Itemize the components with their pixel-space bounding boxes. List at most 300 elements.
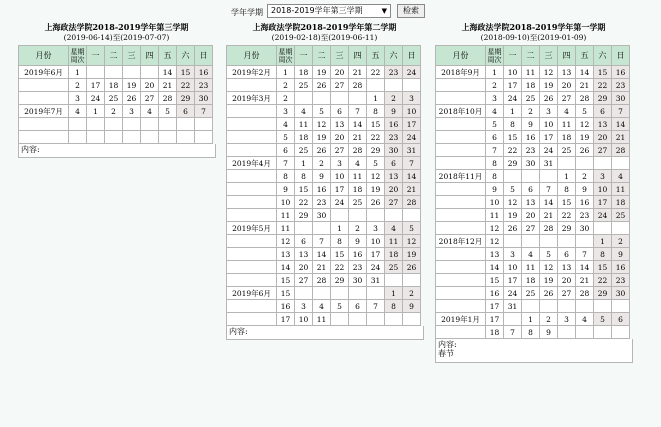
week-number-cell xyxy=(69,118,87,131)
day-cell: 2 xyxy=(576,170,594,183)
day-cell: 5 xyxy=(331,300,349,313)
week-column-header: 星期 周次 xyxy=(278,47,293,64)
day-cell: 7 xyxy=(367,300,385,313)
day-cell xyxy=(141,131,159,144)
day-cell: 19 xyxy=(540,274,558,287)
weekday-header: 二 xyxy=(522,46,540,66)
day-cell: 31 xyxy=(504,300,522,313)
day-cell xyxy=(522,300,540,313)
week-number-cell: 10 xyxy=(486,196,504,209)
week-number-cell: 11 xyxy=(277,222,295,235)
day-cell: 22 xyxy=(331,261,349,274)
table-row xyxy=(436,248,630,261)
table-row xyxy=(436,118,630,131)
day-cell xyxy=(504,170,522,183)
day-cell: 1 xyxy=(367,92,385,105)
day-cell: 21 xyxy=(540,209,558,222)
day-cell: 19 xyxy=(367,183,385,196)
day-cell: 27 xyxy=(331,144,349,157)
day-cell: 22 xyxy=(367,131,385,144)
day-cell: 17 xyxy=(87,79,105,92)
day-cell: 18 xyxy=(349,183,367,196)
table-row xyxy=(227,287,421,300)
weekday-header: 四 xyxy=(558,46,576,66)
table-row xyxy=(227,157,421,170)
table-row xyxy=(227,105,421,118)
weekday-header: 一 xyxy=(87,46,105,66)
week-number-cell: 12 xyxy=(486,222,504,235)
day-cell: 18 xyxy=(105,79,123,92)
day-cell: 28 xyxy=(349,144,367,157)
table-row xyxy=(227,313,421,326)
day-cell: 25 xyxy=(558,144,576,157)
day-cell: 24 xyxy=(504,92,522,105)
month-cell: 2018年10月 xyxy=(436,105,486,118)
day-cell xyxy=(177,131,195,144)
week-number-cell: 9 xyxy=(486,183,504,196)
table-row xyxy=(436,287,630,300)
day-cell: 8 xyxy=(367,105,385,118)
day-cell: 27 xyxy=(331,79,349,92)
month-cell xyxy=(227,274,277,287)
week-column-header: 星期 周次 xyxy=(487,47,502,64)
day-cell: 5 xyxy=(504,183,522,196)
day-cell: 12 xyxy=(540,66,558,79)
day-cell: 9 xyxy=(522,118,540,131)
month-cell xyxy=(227,105,277,118)
day-cell: 20 xyxy=(558,274,576,287)
calendar-header-row xyxy=(19,46,213,66)
day-cell: 26 xyxy=(504,222,522,235)
week-number-cell: 1 xyxy=(277,66,295,79)
day-cell: 17 xyxy=(594,196,612,209)
day-cell: 28 xyxy=(313,274,331,287)
weekday-header: 三 xyxy=(123,46,141,66)
day-cell: 11 xyxy=(295,118,313,131)
day-cell xyxy=(195,131,213,144)
week-number-cell: 4 xyxy=(277,118,295,131)
day-cell xyxy=(367,209,385,222)
week-number-cell: 11 xyxy=(486,209,504,222)
day-cell: 24 xyxy=(367,261,385,274)
day-cell: 22 xyxy=(594,79,612,92)
calendar-header-row xyxy=(436,46,630,66)
week-number-cell: 6 xyxy=(486,131,504,144)
day-cell: 4 xyxy=(295,105,313,118)
day-cell: 16 xyxy=(612,66,630,79)
month-cell: 2018年9月 xyxy=(436,66,486,79)
content-text: 春节 xyxy=(438,349,454,358)
table-row xyxy=(436,196,630,209)
month-cell xyxy=(436,326,486,339)
day-cell xyxy=(403,209,421,222)
term-title: 上海政法学院2018-2019学年第一学期 xyxy=(461,22,606,32)
month-cell xyxy=(227,300,277,313)
day-cell: 10 xyxy=(295,313,313,326)
week-number-cell: 11 xyxy=(277,209,295,222)
table-row xyxy=(227,170,421,183)
day-cell: 7 xyxy=(195,105,213,118)
day-cell: 30 xyxy=(349,274,367,287)
day-cell xyxy=(87,131,105,144)
day-cell: 23 xyxy=(195,79,213,92)
day-cell xyxy=(105,66,123,79)
week-number-cell: 4 xyxy=(69,105,87,118)
day-cell xyxy=(295,92,313,105)
day-cell: 20 xyxy=(331,131,349,144)
day-cell xyxy=(576,235,594,248)
month-cell xyxy=(436,274,486,287)
day-cell xyxy=(594,222,612,235)
day-cell: 3 xyxy=(367,222,385,235)
day-cell xyxy=(313,92,331,105)
day-cell: 28 xyxy=(540,222,558,235)
day-cell: 6 xyxy=(385,157,403,170)
day-cell: 18 xyxy=(522,79,540,92)
day-cell: 8 xyxy=(331,235,349,248)
day-cell: 18 xyxy=(385,248,403,261)
day-cell: 5 xyxy=(403,222,421,235)
day-cell: 25 xyxy=(349,196,367,209)
table-row xyxy=(436,183,630,196)
term-calendar-second xyxy=(226,22,423,340)
day-cell: 7 xyxy=(504,326,522,339)
week-number-cell: 14 xyxy=(277,261,295,274)
calendar-table xyxy=(435,45,630,339)
day-cell: 18 xyxy=(295,131,313,144)
day-cell: 25 xyxy=(522,287,540,300)
weekday-header: 六 xyxy=(594,46,612,66)
week-number-cell: 13 xyxy=(486,248,504,261)
table-row xyxy=(19,118,213,131)
day-cell: 21 xyxy=(349,131,367,144)
day-cell: 28 xyxy=(576,287,594,300)
month-cell xyxy=(227,118,277,131)
day-cell xyxy=(403,79,421,92)
day-cell: 6 xyxy=(331,105,349,118)
day-cell xyxy=(385,209,403,222)
day-cell: 29 xyxy=(594,287,612,300)
day-cell: 15 xyxy=(177,66,195,79)
day-cell: 5 xyxy=(367,157,385,170)
day-cell: 14 xyxy=(576,261,594,274)
day-cell xyxy=(349,92,367,105)
day-cell xyxy=(612,326,630,339)
table-row xyxy=(436,79,630,92)
day-cell xyxy=(313,287,331,300)
day-cell xyxy=(594,326,612,339)
week-number-cell: 17 xyxy=(277,313,295,326)
month-cell xyxy=(436,79,486,92)
day-cell: 8 xyxy=(385,300,403,313)
day-cell xyxy=(141,118,159,131)
day-cell: 29 xyxy=(295,209,313,222)
week-number-cell: 1 xyxy=(486,66,504,79)
week-number-cell: 2 xyxy=(486,79,504,92)
week-number-cell: 5 xyxy=(277,131,295,144)
month-cell: 2018年11月 xyxy=(436,170,486,183)
day-cell: 21 xyxy=(403,183,421,196)
day-cell: 26 xyxy=(123,92,141,105)
month-cell: 2018年12月 xyxy=(436,235,486,248)
table-row xyxy=(227,144,421,157)
month-cell: 2019年7月 xyxy=(19,105,69,118)
day-cell: 1 xyxy=(295,157,313,170)
day-cell: 13 xyxy=(331,118,349,131)
day-cell: 15 xyxy=(594,261,612,274)
day-cell: 19 xyxy=(313,131,331,144)
day-cell: 10 xyxy=(367,235,385,248)
day-cell: 11 xyxy=(612,183,630,196)
day-cell: 15 xyxy=(331,248,349,261)
day-cell: 11 xyxy=(522,66,540,79)
day-cell xyxy=(558,300,576,313)
day-cell xyxy=(612,157,630,170)
day-cell: 2 xyxy=(403,287,421,300)
day-cell xyxy=(522,170,540,183)
week-number-cell: 12 xyxy=(486,235,504,248)
day-cell xyxy=(367,79,385,92)
day-cell: 2 xyxy=(385,92,403,105)
day-cell: 21 xyxy=(349,66,367,79)
weekday-header: 二 xyxy=(105,46,123,66)
day-cell: 13 xyxy=(522,196,540,209)
month-cell xyxy=(436,92,486,105)
week-number-cell: 10 xyxy=(277,196,295,209)
table-row xyxy=(436,170,630,183)
day-cell xyxy=(123,131,141,144)
day-cell: 13 xyxy=(558,66,576,79)
table-row xyxy=(19,131,213,144)
day-cell: 30 xyxy=(195,92,213,105)
day-cell: 28 xyxy=(612,144,630,157)
day-cell: 20 xyxy=(331,66,349,79)
day-cell: 23 xyxy=(349,261,367,274)
term-select[interactable] xyxy=(267,4,391,18)
month-column-header: 月份 xyxy=(436,46,486,66)
day-cell: 8 xyxy=(504,118,522,131)
table-row xyxy=(436,131,630,144)
term-date-range: (2019-06-14)至(2019-07-07) xyxy=(63,33,170,42)
month-cell: 2019年5月 xyxy=(227,222,277,235)
day-cell: 11 xyxy=(385,235,403,248)
day-cell: 25 xyxy=(385,261,403,274)
day-cell xyxy=(558,157,576,170)
table-row xyxy=(436,222,630,235)
day-cell: 22 xyxy=(367,66,385,79)
month-cell xyxy=(436,183,486,196)
day-cell: 17 xyxy=(504,274,522,287)
day-cell: 10 xyxy=(540,118,558,131)
month-cell: 2019年3月 xyxy=(227,92,277,105)
month-cell: 2019年2月 xyxy=(227,66,277,79)
day-cell: 21 xyxy=(313,261,331,274)
day-cell: 7 xyxy=(540,183,558,196)
day-cell: 3 xyxy=(558,313,576,326)
search-button[interactable]: 检索 xyxy=(397,4,425,18)
day-cell xyxy=(576,326,594,339)
day-cell: 14 xyxy=(349,118,367,131)
day-cell: 20 xyxy=(522,209,540,222)
day-cell: 19 xyxy=(403,248,421,261)
term-date-range: (2019-02-18)至(2019-06-11) xyxy=(271,33,378,42)
week-number-cell: 9 xyxy=(277,183,295,196)
day-cell: 3 xyxy=(331,157,349,170)
day-cell: 3 xyxy=(295,300,313,313)
day-cell: 28 xyxy=(576,92,594,105)
term-content-notes xyxy=(435,339,633,363)
day-cell: 5 xyxy=(594,313,612,326)
week-number-cell: 8 xyxy=(486,157,504,170)
day-cell: 15 xyxy=(295,183,313,196)
calendar-table xyxy=(226,45,421,326)
month-cell xyxy=(19,92,69,105)
day-cell xyxy=(177,118,195,131)
week-number-cell: 15 xyxy=(486,274,504,287)
month-cell xyxy=(227,196,277,209)
day-cell: 16 xyxy=(385,118,403,131)
day-cell xyxy=(576,300,594,313)
day-cell: 25 xyxy=(522,92,540,105)
day-cell: 2 xyxy=(522,105,540,118)
term-calendar-first xyxy=(435,22,632,363)
day-cell: 1 xyxy=(385,287,403,300)
day-cell: 29 xyxy=(504,157,522,170)
day-cell: 5 xyxy=(313,105,331,118)
week-number-cell: 3 xyxy=(486,92,504,105)
day-cell xyxy=(540,235,558,248)
month-cell xyxy=(436,287,486,300)
table-row xyxy=(227,118,421,131)
day-cell: 6 xyxy=(594,105,612,118)
day-cell: 14 xyxy=(576,66,594,79)
table-row xyxy=(227,196,421,209)
day-cell xyxy=(594,157,612,170)
table-row xyxy=(227,235,421,248)
day-cell: 6 xyxy=(177,105,195,118)
day-cell xyxy=(540,170,558,183)
day-cell xyxy=(403,274,421,287)
table-row xyxy=(436,313,630,326)
week-number-cell: 14 xyxy=(486,261,504,274)
day-cell: 7 xyxy=(349,105,367,118)
day-cell: 21 xyxy=(576,274,594,287)
day-cell: 2 xyxy=(313,157,331,170)
day-cell: 22 xyxy=(594,274,612,287)
day-cell: 7 xyxy=(576,248,594,261)
day-cell: 16 xyxy=(313,183,331,196)
weekday-header: 四 xyxy=(349,46,367,66)
week-number-cell: 16 xyxy=(277,300,295,313)
day-cell: 21 xyxy=(159,79,177,92)
day-cell xyxy=(331,92,349,105)
month-cell xyxy=(227,235,277,248)
table-row xyxy=(436,235,630,248)
calendar-header-row xyxy=(227,46,421,66)
day-cell: 29 xyxy=(367,144,385,157)
day-cell: 6 xyxy=(612,313,630,326)
day-cell: 27 xyxy=(522,222,540,235)
day-cell xyxy=(141,66,159,79)
day-cell: 28 xyxy=(349,79,367,92)
day-cell: 28 xyxy=(159,92,177,105)
day-cell: 4 xyxy=(385,222,403,235)
day-cell: 5 xyxy=(576,105,594,118)
day-cell: 8 xyxy=(594,248,612,261)
day-cell: 12 xyxy=(576,118,594,131)
day-cell: 26 xyxy=(313,144,331,157)
day-cell xyxy=(159,131,177,144)
day-cell: 30 xyxy=(612,92,630,105)
month-cell xyxy=(436,222,486,235)
day-cell: 16 xyxy=(612,261,630,274)
day-cell: 7 xyxy=(612,105,630,118)
month-cell xyxy=(227,170,277,183)
day-cell: 17 xyxy=(403,118,421,131)
day-cell: 24 xyxy=(540,144,558,157)
day-cell: 10 xyxy=(504,66,522,79)
month-column-header: 月份 xyxy=(227,46,277,66)
day-cell: 12 xyxy=(403,235,421,248)
content-label: 内容: xyxy=(438,340,457,349)
table-row xyxy=(436,105,630,118)
week-number-cell: 13 xyxy=(277,248,295,261)
day-cell xyxy=(313,222,331,235)
table-row xyxy=(227,79,421,92)
day-cell: 24 xyxy=(403,131,421,144)
day-cell: 12 xyxy=(504,196,522,209)
day-cell: 15 xyxy=(504,131,522,144)
day-cell: 1 xyxy=(522,313,540,326)
day-cell: 4 xyxy=(522,248,540,261)
day-cell: 16 xyxy=(522,131,540,144)
day-cell: 20 xyxy=(295,261,313,274)
table-row xyxy=(227,66,421,79)
day-cell: 4 xyxy=(349,157,367,170)
weekday-header: 一 xyxy=(295,46,313,66)
day-cell: 13 xyxy=(594,118,612,131)
day-cell: 9 xyxy=(349,235,367,248)
day-cell xyxy=(385,274,403,287)
weekday-header: 日 xyxy=(612,46,630,66)
day-cell: 10 xyxy=(331,170,349,183)
day-cell xyxy=(612,222,630,235)
day-cell: 21 xyxy=(576,79,594,92)
week-number-cell: 17 xyxy=(486,313,504,326)
month-cell xyxy=(227,144,277,157)
day-cell: 1 xyxy=(87,105,105,118)
table-row xyxy=(227,300,421,313)
day-cell: 17 xyxy=(504,79,522,92)
content-label: 内容: xyxy=(21,145,40,154)
table-row xyxy=(436,300,630,313)
week-number-cell: 2 xyxy=(277,79,295,92)
weekday-header: 六 xyxy=(177,46,195,66)
table-row xyxy=(436,326,630,339)
day-cell xyxy=(558,326,576,339)
month-cell xyxy=(436,157,486,170)
day-cell xyxy=(403,313,421,326)
day-cell: 24 xyxy=(594,209,612,222)
day-cell: 4 xyxy=(558,105,576,118)
week-number-cell: 8 xyxy=(486,170,504,183)
day-cell: 3 xyxy=(403,92,421,105)
day-cell xyxy=(367,313,385,326)
month-cell xyxy=(227,183,277,196)
day-cell: 3 xyxy=(540,105,558,118)
term-select-value: 2018-2019学年第三学期 xyxy=(271,6,363,15)
month-cell xyxy=(227,79,277,92)
